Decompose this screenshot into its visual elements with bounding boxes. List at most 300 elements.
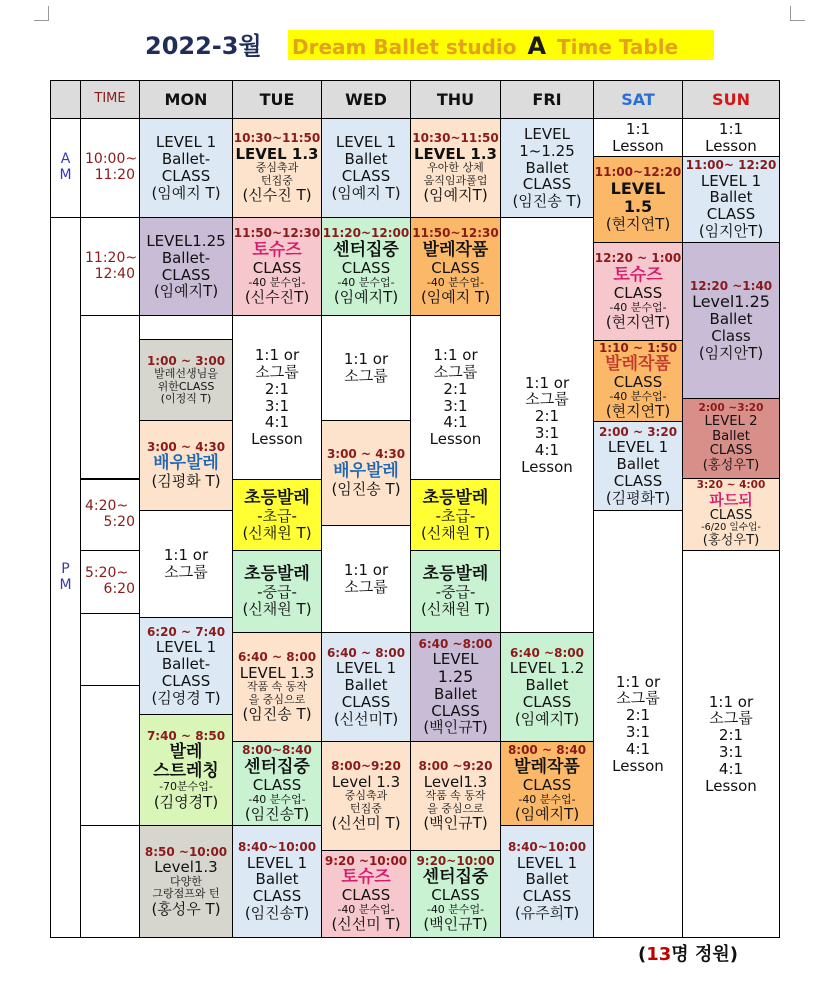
class-mon-level125-line: (임예지T)	[153, 282, 219, 301]
class-wed-center	[321, 217, 411, 316]
class-tue-level1-line: 8:40~10:00	[237, 840, 317, 855]
class-mon-stretch	[139, 714, 233, 826]
header-blank	[50, 80, 81, 119]
header-thu	[410, 80, 501, 119]
header-time-line: TIME	[94, 91, 126, 107]
class-mon-actor-line: 배우발레	[153, 453, 219, 474]
header-mon-line: MON	[164, 89, 208, 109]
class-thu-center-line: 센터집중	[422, 867, 489, 888]
class-sun-level125-line: Level1.25	[692, 292, 770, 312]
class-tue-kids-beginner-line: (신채원 T)	[242, 523, 312, 542]
class-tue-pointe-line: 토슈즈	[252, 239, 302, 260]
private-mon-line: 소그룹	[164, 563, 208, 581]
class-tue-kids-beginner-line: 초등발레	[244, 487, 310, 508]
class-sat-level1-line: 2:00 ~ 3:20	[598, 424, 678, 439]
class-mon-level13-line: (홍성우 T)	[151, 899, 221, 918]
class-sat-level1-line: (김평화T)	[605, 488, 671, 507]
private-sat-line: 소그룹	[616, 689, 660, 708]
private-thu-line: 4:1	[443, 413, 468, 432]
class-sun-level1-line: LEVEL 1	[700, 171, 762, 190]
class-wed-level1-line: Ballet	[344, 675, 388, 694]
class-tue-level1-line: CLASS	[252, 887, 302, 906]
class-wed-level1	[321, 118, 411, 218]
class-fri-level12-line: (임예지T)	[514, 709, 580, 728]
class-wed-level1-line: LEVEL 1	[335, 133, 397, 152]
title-month: 2022-3월	[145, 32, 262, 60]
class-wed-pointe-line: (신선미 T)	[331, 915, 401, 934]
private-mon	[139, 510, 233, 618]
class-sun-level2-line: LEVEL 2	[704, 413, 758, 429]
class-tue-pointe-line: (신수진T)	[244, 287, 310, 306]
private-wed-2	[321, 525, 411, 633]
class-tue-level13	[232, 118, 322, 218]
class-wed-level1-line: LEVEL 1	[335, 659, 397, 678]
class-sat-repertoire-line: 1:10 ~ 1:50	[598, 340, 678, 355]
class-sun-level125	[682, 242, 780, 399]
time-slot-line: 5:20~	[85, 565, 129, 582]
class-sat-repertoire-line: (현지연T)	[605, 402, 671, 421]
class-thu-center-line: -40 분수업-	[426, 903, 485, 917]
class-wed-level13-line: (신선미 T)	[331, 814, 401, 833]
class-mon-level1-line: LEVEL 1	[155, 133, 217, 152]
class-sun-pasdedeux-line: -6/20 일수업-	[701, 522, 761, 534]
class-thu-level125-line: LEVEL	[432, 650, 479, 669]
class-wed-actor-line: (임진송 T)	[331, 479, 401, 498]
class-wed-pointe-line: 토슈즈	[341, 867, 391, 888]
class-tue-kids-intermediate-line: -중급-	[257, 583, 297, 602]
class-sun-level2	[682, 398, 780, 479]
class-sat-level1-line: Ballet	[616, 454, 660, 473]
header-thu-line: THU	[436, 89, 475, 109]
studio-name: Dream Ballet studio A Time Table	[292, 32, 679, 60]
class-fri-repertoire-line: -40 분수업-	[518, 792, 576, 806]
capacity-note: (13명 정원)	[638, 944, 738, 965]
header-fri	[500, 80, 594, 119]
class-tue-level1-line: LEVEL 1	[246, 853, 308, 872]
private-fri	[500, 217, 594, 633]
class-mon-teacher-line: 발레선생님을	[154, 367, 218, 381]
class-thu-center-line: CLASS	[431, 886, 480, 905]
class-fri-repertoire	[500, 741, 594, 826]
class-tue-level13-evening-line: 작품 속 동작	[246, 680, 308, 694]
class-thu-level13-line: 10:30~11:50	[412, 131, 499, 146]
class-tue-level13-evening-line: 을 중심으로	[248, 692, 306, 706]
time-slot-line: 10:00~	[85, 151, 138, 168]
time-slot-line: 5:20	[103, 514, 135, 530]
header-tue	[232, 80, 322, 119]
class-sat-pointe-line: 12:20 ~ 1:00	[594, 251, 682, 266]
header-sun-line: SUN	[712, 89, 750, 109]
class-thu-level13	[410, 118, 501, 218]
class-mon-level1-evening-line: LEVEL 1	[155, 638, 217, 657]
class-wed-level1-line: 6:40 ~ 8:00	[326, 645, 406, 660]
private-wed-2-line: 소그룹	[344, 578, 388, 596]
class-sat-level1	[593, 421, 683, 511]
header-sat	[593, 80, 683, 119]
private-sun-line: 4:1	[718, 759, 744, 778]
private-sat	[593, 510, 683, 938]
private-sat-line: 2:1	[625, 706, 651, 725]
class-sun-level1-line: CLASS	[706, 205, 756, 224]
class-mon-teacher-line: 위한CLASS	[157, 379, 215, 393]
class-wed-center-line: 센터집중	[333, 239, 399, 260]
private-tue-line: 3:1	[264, 396, 290, 415]
class-tue-pointe-line: -40 분수업-	[248, 275, 306, 289]
private-fri-line: 1:1 or	[524, 373, 570, 392]
page-corner-mark	[790, 6, 805, 21]
class-thu-level125-line: Ballet	[434, 684, 477, 703]
time-slot	[80, 217, 140, 316]
class-mon-level13-line: 그랑점프와 턴	[152, 887, 220, 901]
class-wed-pointe-line: -40 분수업-	[337, 903, 395, 917]
private-wed-1	[321, 315, 411, 421]
class-wed-center-line: 11:20~12:00	[322, 226, 410, 241]
class-mon-level1	[139, 118, 233, 218]
private-wed-2-line: 1:1 or	[343, 561, 389, 580]
pm-label-line: M	[59, 576, 72, 593]
class-wed-level13-line: Level 1.3	[331, 772, 401, 791]
timetable	[50, 80, 779, 937]
class-sun-level125-line: Ballet	[709, 309, 753, 328]
class-mon-actor-line: (김평화 T)	[151, 472, 221, 491]
class-tue-level13-line: LEVEL 1.3	[235, 144, 319, 163]
private-thu	[410, 315, 501, 480]
class-mon-stretch-line: 7:40 ~ 8:50	[146, 728, 226, 743]
private-fri-line: Lesson	[521, 457, 573, 476]
class-wed-level13-line: 턴집중	[350, 801, 382, 815]
class-sun-pasdedeux-line: 파드되	[709, 490, 753, 509]
private-sat-morning-line: 1:1	[625, 119, 651, 138]
class-mon-level1-line: Ballet-	[161, 150, 211, 169]
class-thu-center	[410, 850, 501, 938]
time-slot-empty	[80, 315, 140, 479]
class-mon-teacher-line: 1:00 ~ 3:00	[146, 353, 226, 368]
class-tue-kids-intermediate-line: 초등발레	[244, 564, 310, 585]
class-mon-level13-line: 8:50 ~10:00	[144, 844, 228, 859]
class-sat-pointe-line: 토슈즈	[613, 264, 663, 285]
class-mon-level1-evening	[139, 617, 233, 715]
class-thu-level13-line: (백인규T)	[423, 814, 488, 833]
class-fri-level1-line: (임진송 T)	[512, 192, 582, 211]
class-sun-pasdedeux-line: (홍성우T)	[702, 533, 760, 549]
class-tue-level1-line: Ballet	[255, 870, 299, 889]
class-sat-level15	[593, 156, 683, 243]
class-wed-level1-line: (신선미T)	[333, 709, 399, 728]
class-tue-level13-evening-line: (임진송 T)	[242, 705, 312, 724]
class-thu-repertoire-line: (임예지 T)	[420, 287, 491, 306]
class-fri-level1-evening	[500, 825, 594, 938]
class-wed-level1-line: Ballet	[344, 150, 388, 169]
class-mon-actor-line: 3:00 ~ 4:30	[146, 439, 226, 454]
private-fri-line: 소그룹	[525, 390, 569, 409]
class-tue-kids-beginner-line: -초급-	[257, 506, 297, 525]
private-sat-line: 4:1	[625, 739, 651, 758]
class-thu-repertoire-line: 발레작품	[422, 239, 489, 260]
class-fri-level1-evening-line: 8:40~10:00	[507, 840, 587, 855]
class-fri-level12-line: CLASS	[522, 692, 572, 711]
class-tue-center	[232, 741, 322, 826]
header-fri-line: FRI	[532, 89, 562, 109]
class-thu-level125-line: (백인규T)	[423, 718, 488, 737]
private-sun-morning-line: 1:1	[718, 119, 744, 138]
class-sun-level2-line: CLASS	[709, 443, 753, 459]
class-sat-pointe	[593, 242, 683, 341]
class-wed-level13-line: 8:00~9:20	[331, 759, 401, 774]
am-label-line: M	[59, 167, 72, 183]
class-thu-repertoire-line: 11:50~12:30	[412, 226, 499, 241]
class-mon-level125-line: CLASS	[161, 265, 211, 284]
private-tue-line: Lesson	[251, 430, 303, 449]
class-sun-level1	[682, 156, 780, 243]
class-thu-kids-beginner-line: 초등발레	[422, 487, 489, 508]
class-tue-center-line: 8:00~8:40	[242, 743, 312, 758]
pm-label	[50, 217, 81, 938]
private-tue	[232, 315, 322, 480]
class-fri-level1	[500, 118, 594, 218]
class-thu-level13-line: Level1.3	[423, 772, 488, 791]
class-thu-center-line: 9:20~10:00	[416, 853, 495, 868]
class-wed-center-line: (임예지T)	[333, 287, 399, 306]
class-fri-repertoire-line: (임예지T)	[514, 804, 580, 823]
class-sun-level1-line: 11:00~ 12:20	[685, 158, 777, 173]
class-thu-level125-line: CLASS	[431, 701, 480, 720]
class-tue-level13-line: 턴집중	[261, 173, 293, 187]
header-wed-line: WED	[345, 89, 387, 109]
time-slot-line: 11:20~	[85, 249, 138, 266]
class-fri-repertoire-line: CLASS	[522, 775, 572, 794]
class-tue-kids-intermediate-line: (신채원 T)	[242, 600, 312, 619]
studio-letter: A	[527, 32, 547, 60]
class-mon-stretch-line: 스트레칭	[153, 761, 219, 782]
class-fri-level1-evening-line: Ballet	[525, 870, 569, 889]
class-tue-level13-line: (신수진 T)	[242, 186, 312, 205]
class-tue-level1-line: (임진송T)	[244, 904, 310, 923]
private-thu-line: Lesson	[429, 430, 482, 449]
time-slot-empty	[80, 613, 140, 686]
class-tue-kids-beginner	[232, 479, 322, 551]
private-fri-line: 2:1	[534, 407, 560, 426]
class-fri-level1-evening-line: CLASS	[522, 887, 572, 906]
class-fri-level1-evening-line: LEVEL 1	[516, 853, 578, 872]
private-thu-line: 2:1	[443, 379, 468, 398]
private-sun-line: 소그룹	[709, 709, 753, 728]
class-sat-level15-line: LEVEL 1.5	[610, 178, 666, 216]
class-sat-level15-line: (현지연T)	[605, 214, 671, 233]
class-wed-pointe	[321, 850, 411, 938]
time-slot-line: 11:20	[94, 167, 135, 183]
class-sun-level125-line: Class	[711, 326, 751, 345]
private-sat-morning	[593, 118, 683, 157]
class-sat-pointe-line: (현지연T)	[605, 312, 671, 331]
private-mon-line: 1:1 or	[163, 546, 209, 565]
class-tue-level13-evening-line: 6:40 ~ 8:00	[237, 650, 317, 665]
class-wed-level1-line: CLASS	[341, 167, 391, 185]
header-wed	[321, 80, 411, 119]
class-mon-level1-line: CLASS	[161, 167, 211, 185]
header-sat-line: SAT	[621, 89, 655, 109]
class-fri-level12-line: Ballet	[525, 675, 569, 694]
class-wed-actor	[321, 420, 411, 526]
private-sat-morning-line: Lesson	[612, 136, 664, 155]
class-sun-pasdedeux-line: CLASS	[709, 507, 753, 523]
class-tue-level13-line: 중심축과	[255, 161, 299, 175]
class-tue-center-line: CLASS	[252, 775, 302, 794]
class-mon-teacher	[139, 339, 233, 421]
private-wed-1-line: 1:1 or	[343, 350, 389, 369]
class-mon-level125-line: Ballet-	[161, 248, 211, 267]
page-corner-mark	[34, 6, 49, 21]
private-sun	[682, 550, 780, 938]
class-wed-actor-line: 배우발레	[333, 460, 399, 481]
class-fri-level1-line: Ballet	[525, 158, 569, 177]
class-tue-center-line: (임진송T)	[244, 804, 310, 823]
class-wed-level13-line: 중심축과	[344, 789, 388, 803]
class-fri-level1-line: 1~1.25	[519, 141, 575, 160]
class-mon-level1-evening-line: 6:20 ~ 7:40	[146, 624, 226, 639]
class-thu-kids-beginner-line: -초급-	[435, 506, 476, 525]
private-tue-line: 소그룹	[255, 362, 299, 381]
class-sun-level1-line: Ballet	[709, 188, 753, 207]
private-wed-1-line: 소그룹	[344, 367, 388, 385]
class-thu-kids-intermediate	[410, 550, 501, 633]
class-sat-repertoire-line: -40 분수업-	[609, 390, 667, 404]
class-mon-stretch-line: (김영경T)	[153, 792, 219, 811]
class-fri-level12-line: LEVEL 1.2	[509, 659, 585, 678]
class-thu-kids-beginner	[410, 479, 501, 551]
time-slot	[80, 550, 140, 614]
class-fri-level12	[500, 632, 594, 742]
private-thu-line: 1:1 or	[433, 346, 478, 365]
header-tue-line: TUE	[259, 89, 295, 109]
class-sat-repertoire-line: 발레작품	[605, 354, 671, 375]
header-mon	[139, 80, 233, 119]
private-sun-line: 1:1 or	[708, 692, 754, 711]
class-wed-center-line: CLASS	[341, 258, 391, 277]
document-title	[0, 26, 839, 64]
class-thu-repertoire-line: -40 분수업-	[426, 275, 485, 289]
header-sun	[682, 80, 780, 119]
class-wed-level1	[321, 632, 411, 742]
class-fri-level1-line: LEVEL	[524, 125, 570, 143]
class-fri-level12-line: 6:40 ~8:00	[510, 645, 584, 660]
pm-label-line: P	[61, 560, 70, 577]
time-slot-line: 4:20~	[85, 498, 129, 515]
class-sun-level2-line: (홍성우T)	[702, 458, 760, 474]
class-sat-pointe-line: CLASS	[613, 283, 663, 302]
class-thu-level13	[410, 741, 501, 851]
class-tue-center-line: -40 분수업-	[248, 792, 306, 806]
class-tue-pointe-line: CLASS	[252, 258, 302, 277]
class-mon-level125	[139, 217, 233, 316]
class-thu-level13-line: (임예지T)	[423, 186, 488, 205]
time-slot-line: 12:40	[94, 265, 135, 282]
class-mon-level13-line: Level1.3	[154, 858, 218, 877]
class-sun-level125-line: (임지안T)	[698, 343, 764, 362]
class-wed-pointe-line: CLASS	[341, 886, 391, 905]
capacity-count: 13	[646, 944, 672, 965]
mon-blank	[139, 315, 233, 340]
class-mon-level125-line: LEVEL1.25	[146, 231, 226, 250]
class-thu-level13-line: LEVEL 1.3	[413, 144, 497, 163]
class-sat-level1-line: LEVEL 1	[607, 438, 669, 457]
time-slot-line: 6:20	[103, 581, 135, 597]
class-sun-level2-line: 2:00 ~3:20	[698, 402, 764, 415]
private-tue-line: 1:1 or	[254, 346, 300, 365]
private-sat-line: 3:1	[625, 723, 651, 741]
class-fri-repertoire-line: 발레작품	[514, 756, 580, 777]
class-mon-teacher-line: (이정직 T)	[160, 391, 212, 405]
class-tue-level1	[232, 825, 322, 938]
time-slot-empty	[80, 685, 140, 826]
class-wed-level1-line: (임예지 T)	[331, 183, 401, 202]
class-sun-level2-line: Ballet	[712, 428, 750, 444]
private-sun-line: 3:1	[718, 743, 744, 761]
class-fri-level1-evening-line: (유주희T)	[514, 904, 580, 923]
time-slot	[80, 479, 140, 551]
class-sat-repertoire-line: CLASS	[613, 373, 663, 392]
private-thu-line: 소그룹	[433, 362, 478, 381]
class-wed-center-line: -40 분수업-	[337, 275, 395, 289]
class-sat-level1-line: CLASS	[613, 471, 663, 490]
time-slot-empty	[80, 825, 140, 938]
class-thu-kids-intermediate-line: 초등발레	[422, 564, 489, 585]
class-mon-actor	[139, 420, 233, 511]
class-tue-level13-evening-line: LEVEL 1.3	[239, 663, 315, 682]
private-sun-line: Lesson	[705, 776, 757, 795]
private-fri-line: 3:1	[534, 424, 560, 442]
class-thu-level13-line: 우아한 상체	[427, 161, 484, 175]
class-tue-center-line: 센터집중	[244, 756, 310, 777]
class-mon-level1-evening-line: (김영경 T)	[151, 688, 221, 707]
class-mon-stretch-line: 발레	[169, 742, 203, 763]
class-thu-repertoire-line: CLASS	[431, 258, 480, 277]
class-mon-level13	[139, 825, 233, 938]
private-fri-line: 4:1	[534, 440, 560, 459]
header-time	[80, 80, 140, 119]
private-sat-line: Lesson	[612, 756, 664, 775]
class-thu-level125-line: 6:40 ~8:00	[418, 636, 493, 651]
class-tue-level13-line: 10:30~11:50	[233, 131, 321, 146]
class-sat-level15-line: 11:00~12:20	[594, 165, 682, 180]
private-sun-line: 2:1	[718, 726, 744, 745]
class-tue-kids-intermediate	[232, 550, 322, 633]
class-wed-level1-line: CLASS	[341, 692, 391, 711]
class-thu-level13-line: 움직임과폴업	[423, 173, 488, 187]
class-thu-level13-line: 을 중심으로	[427, 801, 484, 815]
class-fri-repertoire-line: 8:00 ~ 8:40	[507, 743, 587, 758]
class-mon-level1-evening-line: Ballet-	[161, 654, 211, 673]
am-label	[50, 118, 81, 218]
class-thu-kids-beginner-line: (신채원 T)	[420, 523, 491, 542]
private-tue-line: 4:1	[264, 413, 290, 432]
class-sun-level125-line: 12:20 ~1:40	[689, 278, 773, 293]
class-sun-pasdedeux	[682, 478, 780, 551]
private-thu-line: 3:1	[443, 396, 468, 415]
class-tue-pointe-line: 11:50~12:30	[233, 226, 321, 241]
class-thu-kids-intermediate-line: (신채원 T)	[420, 600, 491, 619]
class-thu-center-line: (백인규T)	[423, 915, 488, 934]
class-tue-pointe	[232, 217, 322, 316]
class-wed-level13	[321, 741, 411, 851]
class-mon-stretch-line: -70분수업-	[159, 780, 213, 794]
class-thu-level125-line: 1.25	[437, 666, 474, 686]
class-thu-level13-line: 8:00 ~9:20	[418, 759, 493, 774]
class-sat-pointe-line: -40 분수업-	[609, 300, 667, 314]
private-sun-morning	[682, 118, 780, 157]
private-sat-line: 1:1 or	[615, 672, 661, 691]
class-thu-level125	[410, 632, 501, 742]
class-mon-level1-evening-line: CLASS	[161, 671, 211, 690]
